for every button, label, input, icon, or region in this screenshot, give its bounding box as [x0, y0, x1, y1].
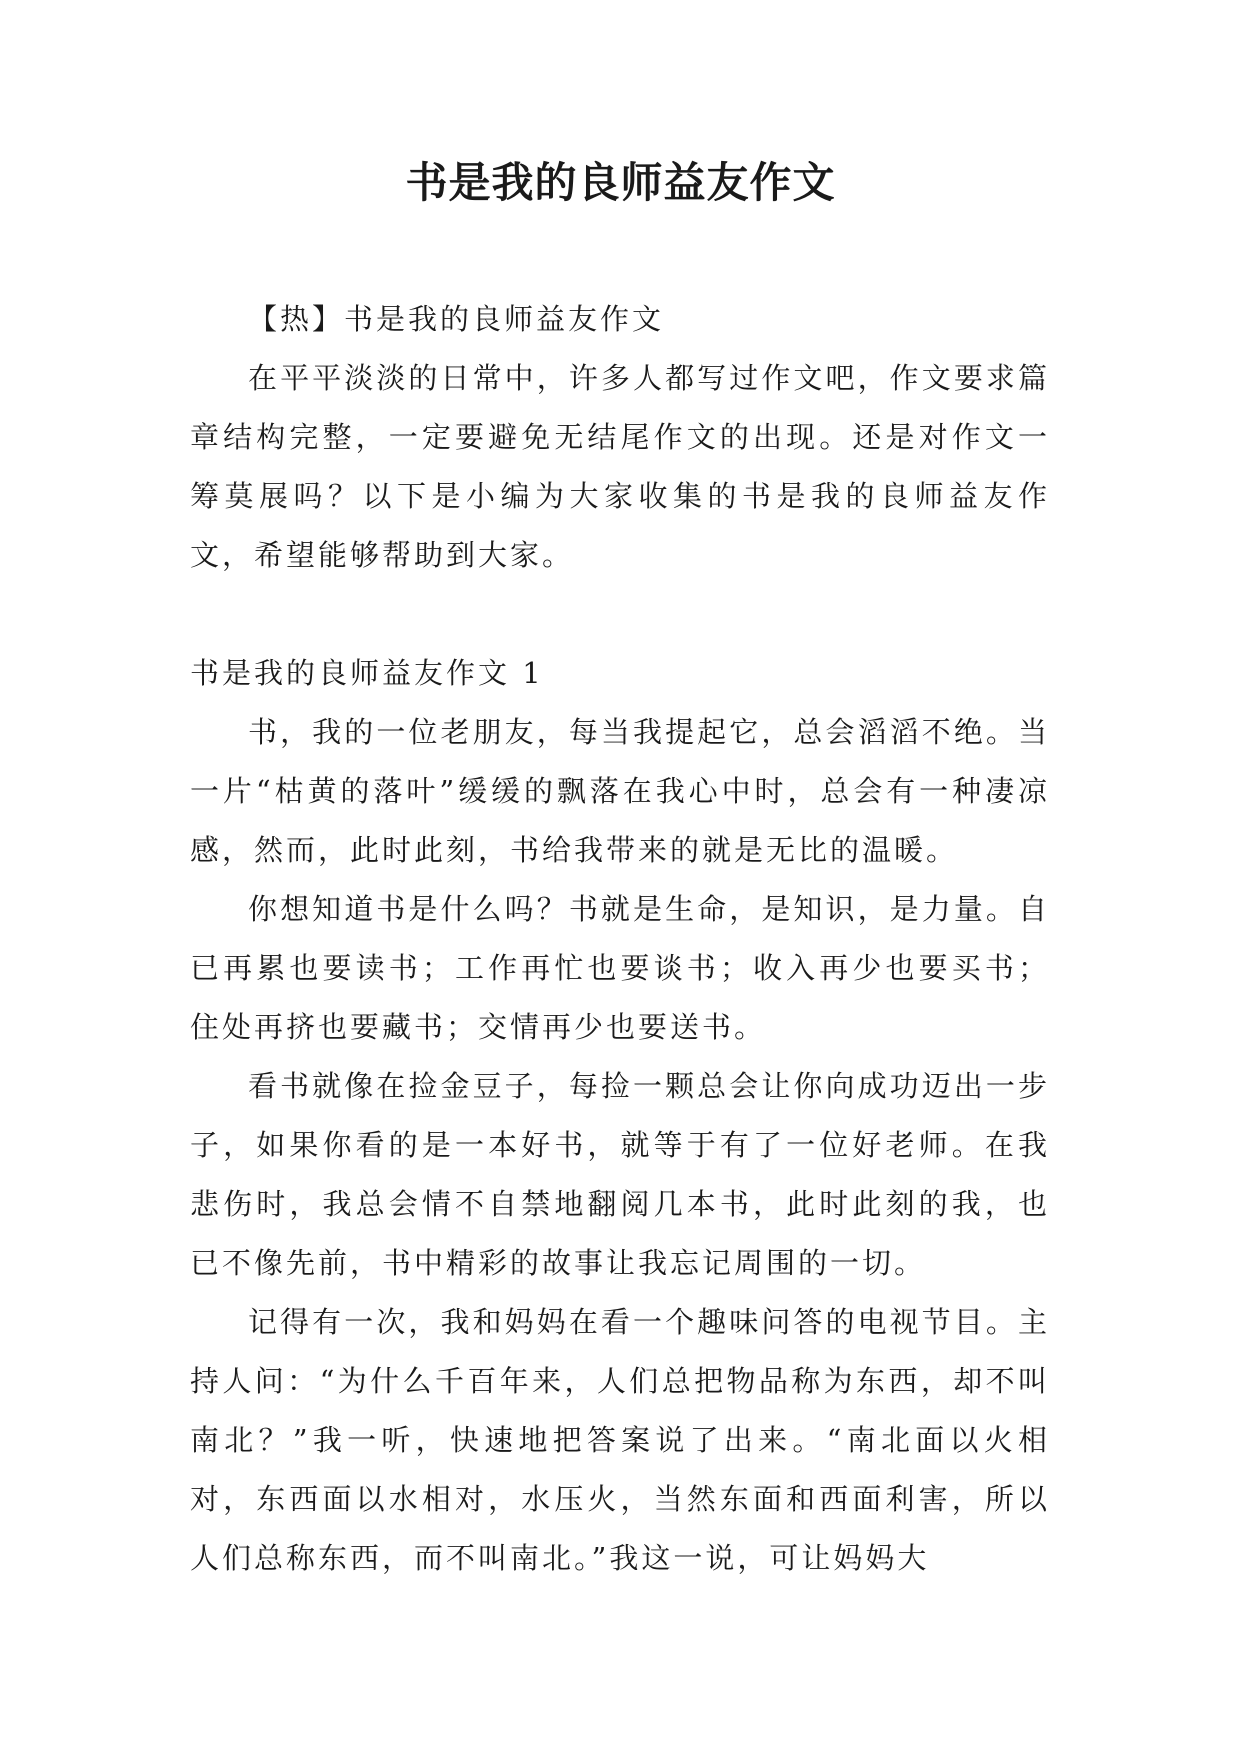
document-body: [190, 290, 1050, 1588]
body-paragraph: 你想知道书是什么吗？书就是生命，是知识，是力量。自已再累也要读书；工作再忙也要谈书；收入再少也要买书；住处再挤也要藏书；交情再少也要送书。: [190, 892, 1050, 1044]
body-paragraph: 书，我的一位老朋友，每当我提起它，总会滔滔不绝。当一片“枯黄的落叶”缓缓的飘落在我心中时，总会有一种凄凉感，然而，此时此刻，书给我带来的就是无比的温暖。: [190, 715, 1050, 867]
body-paragraph: 看书就像在捡金豆子，每捡一颗总会让你向成功迈出一步子，如果你看的是一本好书，就等于有了一位好老师。在我悲伤时，我总会情不自禁地翻阅几本书，此时此刻的我，也已不像先前，书中精彩的故事让我忘记周围的一切。: [190, 1069, 1050, 1280]
body-paragraph: 记得有一次，我和妈妈在看一个趣味问答的电视节目。主持人问：“为什么千百年来，人们总把物品称为东西，却不叫南北？”我一听，快速地把答案说了出来。“南北面以火相对，东西面以水相对，水压火，当然东面和西面利害，所以人们总称东西，而不叫南北。”我这一说，可让妈妈大: [190, 1305, 1050, 1575]
document-title: 书是我的良师益友作文: [405, 158, 836, 207]
intro-tag-paragraph: 【热】书是我的良师益友作文: [248, 302, 665, 336]
intro-paragraph: 在平平淡淡的日常中，许多人都写过作文吧，作文要求篇章结构完整，一定要避免无结尾作文的出现。还是对作文一筹莫展吗？以下是小编为大家收集的书是我的良师益友作文，希望能够帮助到大家。: [190, 361, 1050, 572]
section-heading: 书是我的良师益友作文 1: [190, 656, 544, 690]
